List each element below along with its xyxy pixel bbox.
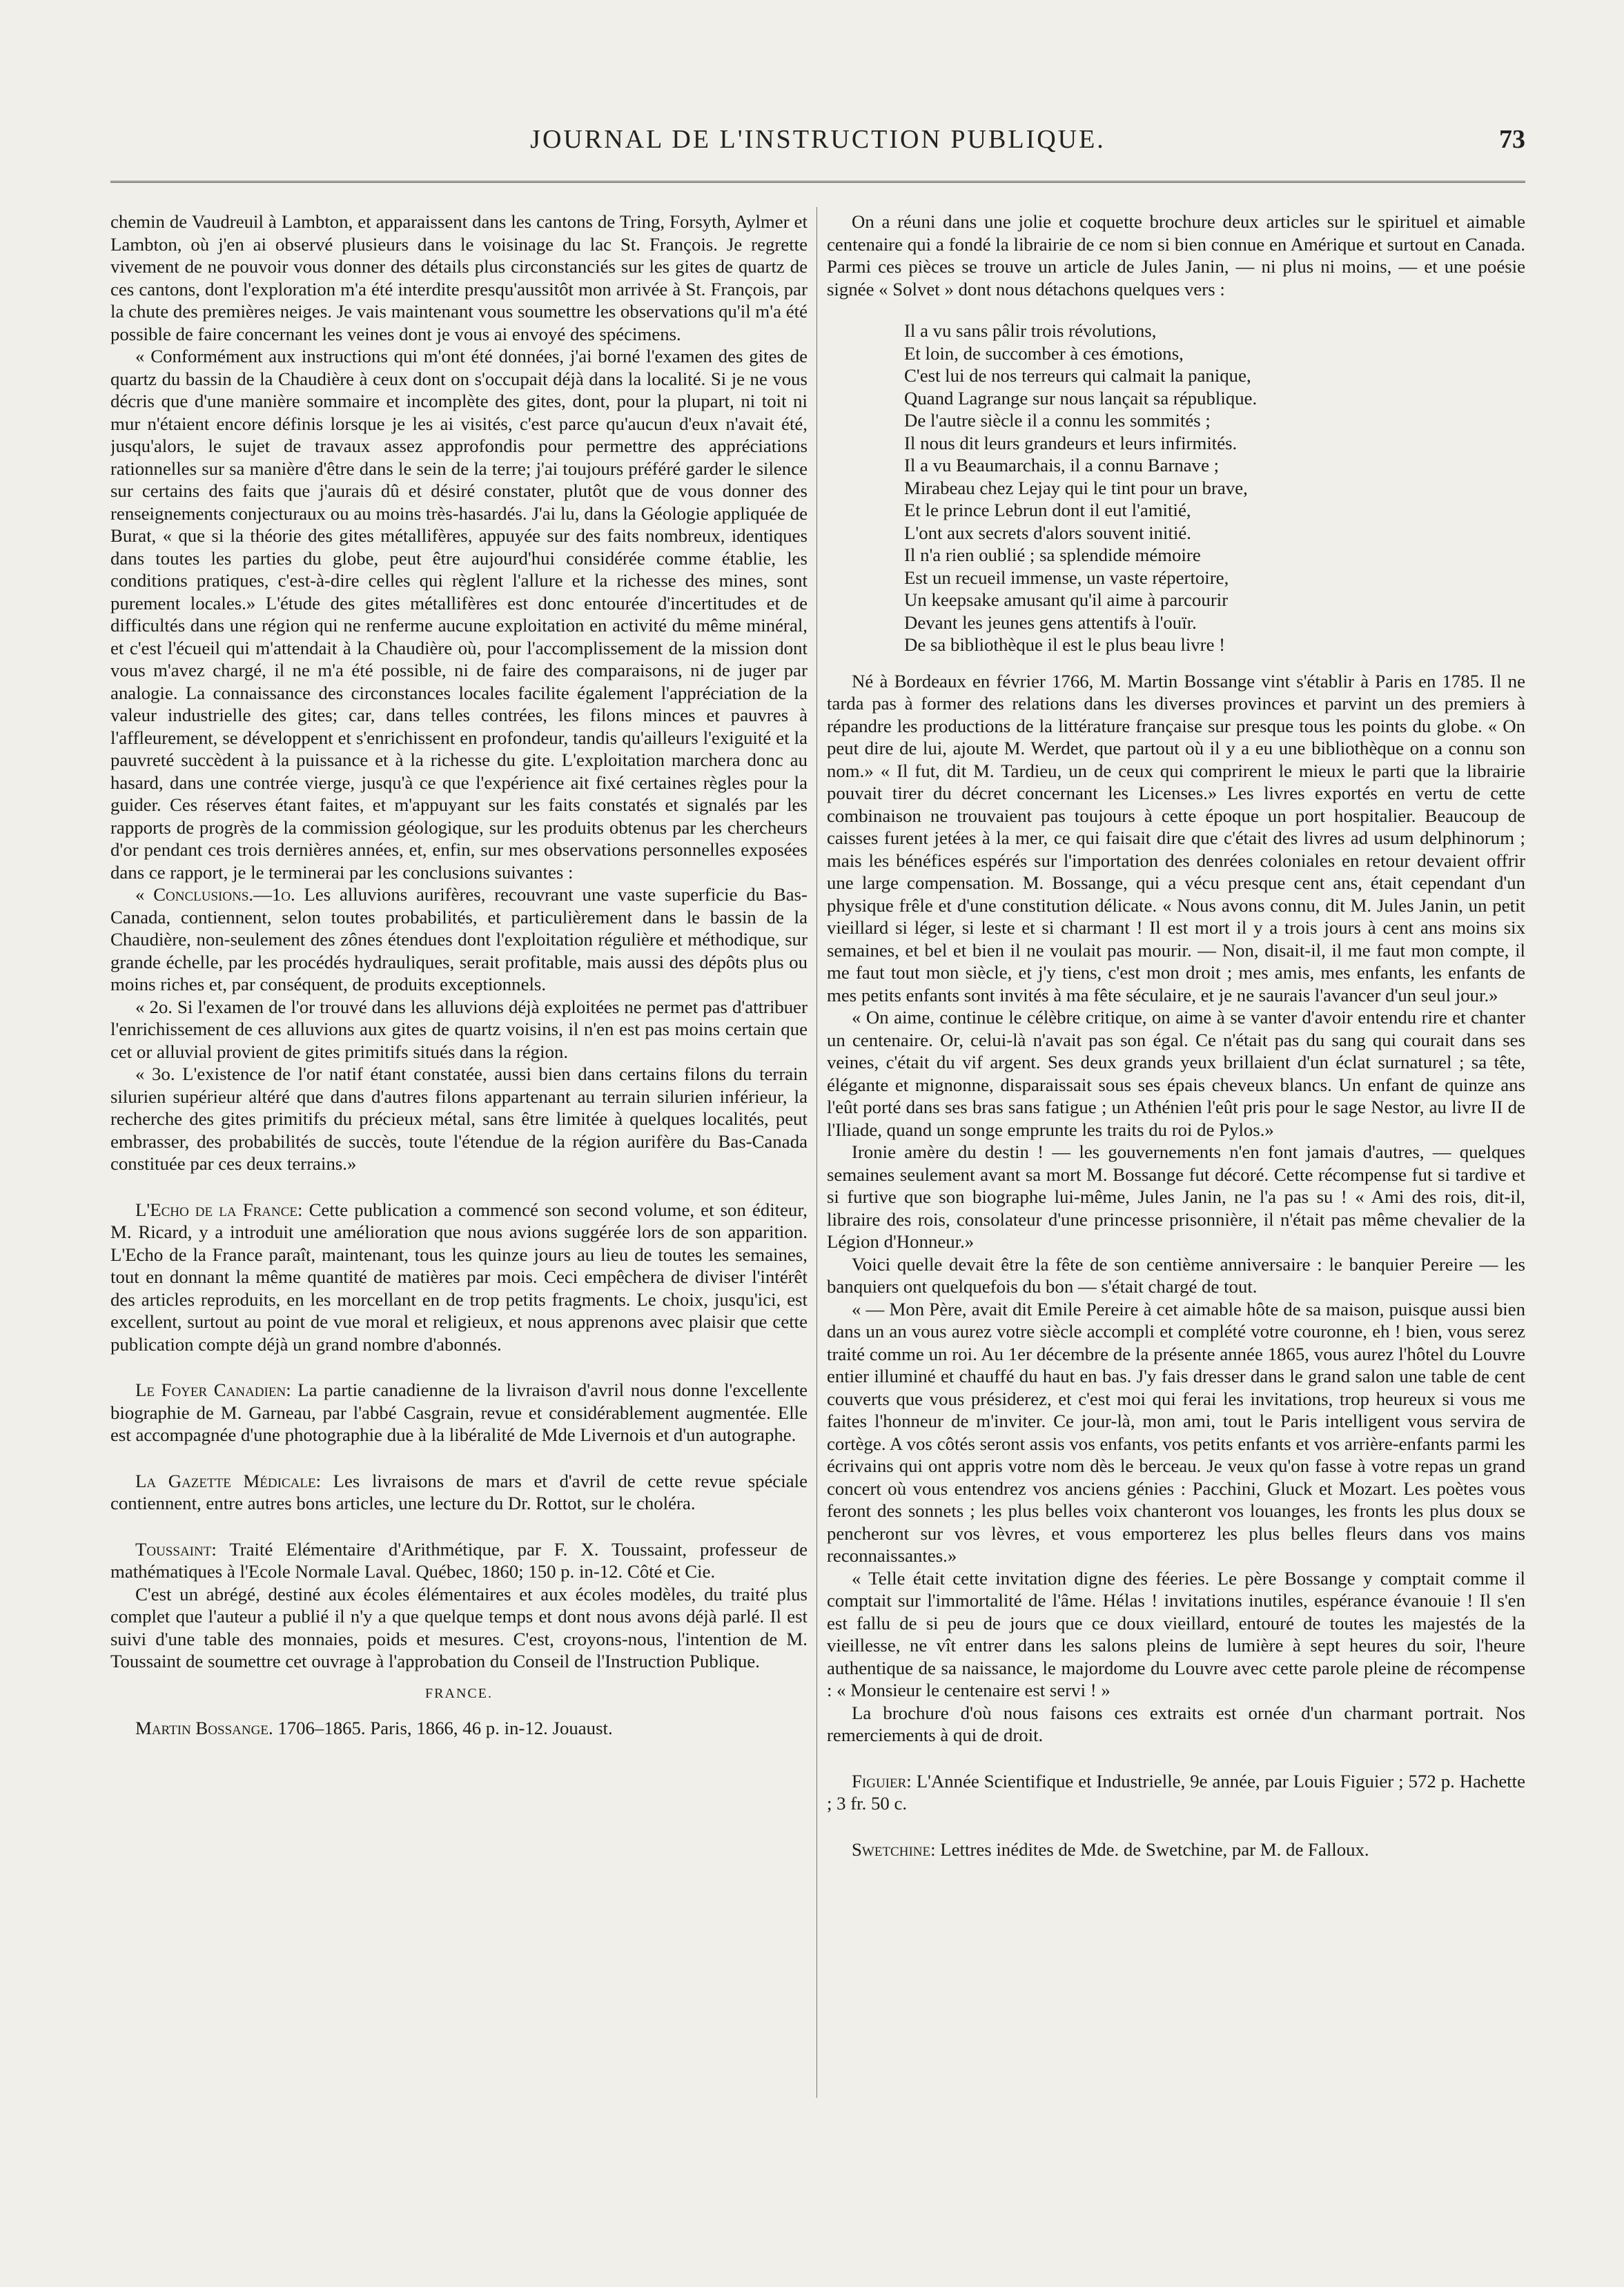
bossange-title: Martin Bossange (135, 1718, 268, 1738)
echo-title: L'Echo de la France (135, 1199, 297, 1220)
toussaint-title: Toussaint (135, 1538, 212, 1560)
conclusions-text: Les alluvions aurifères, recouvrant une vaste superficie du Bas-Canada, contiennent, selon toutes probabilités, et particulièrement dans le bassin de la Chaudière, non-seulement des zônes étendues dont l'exploitation régulière et méthodique, sur grande échelle, par les procédés hydrauliques, serait profitable, mais aussi des dépôts plus ou moins riches et, par conséquent, de produits exceptionnels. (110, 884, 808, 994)
foyer-review (110, 1379, 808, 1446)
toussaint-review: C'est un abrégé, destiné aux écoles élémentaires et aux écoles modèles, du traité plus complet que l'auteur a publié il n'y a que quelque temps et dont nous avons déjà parlé. Il est suivi d'une table des monnaies, poids et mesures. C'est, croyons-nous, l'intention de M. Toussaint de soumettre cet ouvrage à l'approbation du Conseil de l'Instruction Publique. (110, 1583, 808, 1671)
poem-line: Et loin, de succomber à ces émotions, (904, 342, 1184, 364)
france-heading: FRANCE. (425, 1685, 493, 1701)
poem-line: De sa bibliothèque il est le plus beau livre ! (904, 634, 1226, 655)
figuier-citation: : L'Année Scientifique et Industrielle, 9e année, par Louis Figuier ; 572 p. Hachette ; 3 fr. 50 c. (827, 1770, 1525, 1814)
left-column (110, 210, 808, 2121)
poem-line: Il nous dit leurs grandeurs et leurs infirmités. (904, 432, 1237, 453)
pereire-invitation: « — Mon Père, avait dit Emile Pereire à cet aimable hôte de sa maison, puisque aussi bien dans un an vous aurez votre siècle accompli et complété votre couronne, eh ! bien, vous serez traité comme un roi. Au 1er décembre de la présente année 1865, vous aurez l'hôtel du Louvre entier illuminé et chauffé du haut en bas. J'y fais dresser dans le grand salon une table de cent couverts que vous présiderez, et c'est moi qui ferai les invitations, trop heureux si vous me faites l'honneur de m'inviter. Ce jour-là, mon ami, tout le Paris intelligent vous servira de cortège. A vos côtés seront assis vos enfants, vos petits enfants et vos arrière-enfants parmi les écrivains qui ont appris votre nom dès le berceau. Je veux qu'on fasse à votre repas un grand concert où vous entendrez vos anciens génies : Pacchini, Gluck et Mozart. Les poètes vous feront des sonnets ; les plus belles voix chanteront vos louanges, les fronts les plus doux se pencheront sur vos lèvres, et vous emporterez les plus belles fleurs dans vos mains reconnaissantes.» (827, 1298, 1525, 1566)
poem-line: C'est lui de nos terreurs qui calmait la panique, (904, 365, 1251, 386)
bossange-citation: . 1706–1865. Paris, 1866, 46 p. in-12. Jouaust. (268, 1718, 613, 1738)
swetchine-title: Swetchine (852, 1838, 931, 1860)
foyer-text: : La partie canadienne de la livraison d'avril nous donne l'excellente biographie de M. Garneau, par l'abbé Casgrain, revue et considérablement augmentée. Elle est accompagnée d'une photographie due à la libéralité de Mde Livernois et d'un autographe. (110, 1380, 808, 1445)
poem-line: Quand Lagrange sur nous lançait sa république. (904, 387, 1258, 409)
voici-paragraph: Voici quelle devait être la fête de son centième anniversaire : le banquier Pereire — les banquiers ont quelquefois du bon — s'était chargé de tout. (827, 1253, 1525, 1297)
toussaint-citation: : Traité Elémentaire d'Arithmétique, par F. X. Toussaint, professeur de mathématiques à l'Ecole Normale Laval. Québec, 1860; 150 p. in-12. Côté et Cie. (110, 1538, 808, 1582)
header-rule (110, 181, 1525, 183)
gazette-text: : Les livraisons de mars et d'avril de cette revue spéciale contiennent, entre autres bons articles, une lecture du Dr. Rottot, sur le choléra. (110, 1470, 808, 1513)
page-number: 73 (1499, 125, 1525, 154)
brochure-intro: On a réuni dans une jolie et coquette brochure deux articles sur le spirituel et aimable centenaire qui a fondé la librairie de ce nom si bien connue en Amérique et surtout en Canada. Parmi ces pièces se trouve un article de Jules Janin, — ni plus ni moins, — et une poésie signée « Solvet » dont nous détachons quelques vers : (827, 211, 1525, 300)
poem-block (904, 320, 1525, 656)
poem-line: Il a vu sans pâlir trois révolutions, (904, 320, 1157, 341)
janin-quote: « On aime, continue le célèbre critique, on aime à se vanter d'avoir entendu rire et chanter un centenaire. Or, celui-là n'avait pas son égal. Ce n'était pas du sang qui courait dans ses veines, c'était du vif argent. Ses deux grands yeux brillaient d'un éclat surnaturel ; sa tête, élégante et mignonne, disparaissait sous ses épais cheveux blancs. Un enfant de quinze ans l'eût porté dans ses bras sans fatigue ; un Athénien l'eût pris pour le sage Nestor, au livre II de l'Iliade, quand un songe emprunte les traits du roi de Pylos.» (827, 1007, 1525, 1140)
continuation-paragraph: chemin de Vaudreuil à Lambton, et apparaissent dans les cantons de Tring, Forsyth, Aylmer et Lambton, où j'en ai observé plusieurs dans le voisinage du lac St. François. Je regrette vivement de ne pouvoir vous donner des détails plus circonstanciés sur les gites de quartz de ces cantons, dont l'exploration m'a été interdite presqu'aussitôt mon arrivée à St. François, par la chute des premières neiges. Je vais maintenant vous soumettre les observations qu'il m'a été possible de faire concernant les veines dont je vous ai envoyé des spécimens. (110, 211, 808, 344)
echo-text: : Cette publication a commencé son second volume, et son éditeur, M. Ricard, y a introduit une amélioration que nous avions suggérée lors de son apparition. L'Echo de la France paraît, maintenant, tous les quinze jours au lieu de toutes les semaines, tout en donnant la même quantité de matières par mois. Ceci empêchera de diviser l'intérêt des articles reproduits, en les morcellant en de trop petits fragments. Le choix, jusqu'ici, est excellent, surtout au point de vue moral et religieux, et nous apprenons avec plaisir que cette publication compte déjà un grand nombre d'abonnés. (110, 1199, 808, 1355)
conclusions-paragraph (110, 883, 808, 996)
poem-line: Mirabeau chez Lejay qui le tint pour un brave, (904, 477, 1248, 498)
poem-line: Devant les jeunes gens attentifs à l'ouïr. (904, 611, 1197, 633)
gazette-title: La Gazette Médicale (135, 1470, 316, 1491)
conformement-paragraph: « Conformément aux instructions qui m'ont été données, j'ai borné l'examen des gites de quartz du bassin de la Chaudière à ceux dont on s'occupait déjà dans la localité. Si je ne vous décris que d'une manière sommaire et incomplète des gites, dont, pour la plupart, ni toit ni mur n'étaient encore définis lorsque je les ai visités, c'est parce qu'aucun d'eux n'avait été, jusqu'alors, le sujet de travaux assez approfondis pour permettre des appréciations rationnelles sur sa manière d'être dans le sein de la terre; j'ai toujours préféré garder le silence sur certains des faits que j'aurais dû et désiré constater, plutôt que de vous donner des renseignements conjecturaux ou au moins très-hasardés. J'ai lu, dans la Géologie appliquée de Burat, « que si la théorie des gites métallifères, appuyée sur des faits nombreux, identiques dans toutes les parties du globe, peut être aujourd'hui considérée comme établie, les conditions pratiques, c'est-à-dire celles qui règlent l'allure et la richesse des mines, sont purement locales.» L'étude des gites métallifères est donc entourée d'incertitudes et de difficultés dans une région qui ne renferme aucune exploitation en activité du même minéral, et c'est l'écueil qui m'attendait à la Chaudière où, pour l'accomplissement de la mission dont vous m'avez chargé, il ne m'a été possible, ni de faire des comparaisons, ni de juger par analogie. La connaissance des circonstances locales facilite également l'appréciation de la valeur industrielle des gites; car, dans telles contrées, les filons minces et pauvres à l'affleurement, se développent et s'enrichissent en profondeur, tandis qu'ailleurs l'exiguité et la pauvreté succèdent à la puissance et à la richesse du gite. L'exploitation marchera donc au hasard, dans une contrée vierge, jusqu'à ce que l'expérience ait fixé certaines règles pour la guider. Ces réserves étant faites, et m'appuyant sur les faits constatés et signalés par les rapports de progrès de la commission géologique, sur les produits obtenus par les chercheurs d'or pendant ces trois dernières années, et, enfin, sur mes observations personnelles exposées dans ce rapport, je le terminerai par les conclusions suivantes : (110, 346, 808, 883)
poem-line: L'ont aux secrets d'alors souvent initié. (904, 522, 1191, 543)
conclusions-lead: « Conclusions.—1o. (135, 884, 295, 905)
poem-line: Est un recueil immense, un vaste répertoire, (904, 567, 1229, 588)
poem-line: Et le prince Lebrun dont il eut l'amitié, (904, 500, 1191, 520)
swetchine-entry (827, 1838, 1525, 1861)
figuier-entry (827, 1770, 1525, 1815)
echo-review (110, 1199, 808, 1356)
journal-title: JOURNAL DE L'INSTRUCTION PUBLIQUE. (530, 125, 1106, 154)
ironie-paragraph: Ironie amère du destin ! — les gouvernements n'en font jamais d'autres, — quelques semaines seulement avant sa mort M. Bossange fut décoré. Cette récompense fut si tardive et si furtive que son biographe lui-même, Jules Janin, ne l'a pas su ! « Ami des rois, dit-il, libraire des rois, consolateur d'une princesse prisonnière, il n'était pas même chevalier de la Légion d'Honneur.» (827, 1141, 1525, 1252)
gazette-review (110, 1470, 808, 1515)
right-column (827, 210, 1525, 2121)
column-separator (816, 207, 817, 2098)
second-conclusion: « 2o. Si l'examen de l'or trouvé dans les alluvions déjà exploitées ne permet pas d'attribuer l'enrichissement de ces alluvions aux gites de quartz voisins, il n'en est pas moins certain que cet or alluvial provient de gites primitifs situés dans la région. (110, 996, 808, 1062)
poem-line: Un keepsake amusant qu'il aime à parcourir (904, 589, 1229, 610)
toussaint-entry (110, 1538, 808, 1583)
page-header (110, 124, 1525, 166)
poem-line: Il n'a rien oublié ; sa splendide mémoire (904, 544, 1201, 565)
figuier-title: Figuier (852, 1770, 907, 1792)
poem-line: Il a vu Beaumarchais, il a connu Barnave ; (904, 455, 1220, 475)
bossange-biography: Né à Bordeaux en février 1766, M. Martin Bossange vint s'établir à Paris en 1785. Il ne tarda pas à former des relations dans les diverses provinces et parvint un des premiers à répandre les productions de la littérature française sur presque tous les points du globe. « On peut dire de lui, ajoute M. Werdet, que partout où il y a eu une bibliothèque on a connu son nom.» « Il fut, dit M. Tardieu, un de ceux qui comprirent le mieux le parti que la librairie pouvait tirer du décret concernant les Licenses.» Les livres exportés en vertu de cette combinaison ne trouvaient pas toujours à cette époque un port hospitalier. Beaucoup de caisses furent jetées à la mer, ce qui faisait dire que c'était des livres ad usum delphinorum ; mais les bénéfices espérés sur l'importation des denrées coloniales en retour devaient offrir une large compensation. M. Bossange, qui a vécu presque cent ans, était cependant d'un physique frêle et d'une constitution délicate. « Nous avons connu, dit M. Jules Janin, un petit vieillard si léger, si leste et si charmant ! Il est mort il y a trois jours à cent ans moins six semaines, et bel et bien il ne voulait pas mourir. — Non, disait-il, il me faut mon compte, il me faut tout mon siècle, et j'y tiens, c'est mon droit ; mes amis, mes enfants, les enfants de mes petits enfants sont invités à ma fête séculaire, et je ne saurais l'avancer d'un seul jour.» (827, 670, 1525, 1005)
third-conclusion: « 3o. L'existence de l'or natif étant constatée, aussi bien dans certains filons du terrain silurien supérieur altéré que dans d'autres filons appartenant au terrain silurien inférieur, la recherche des gites primitifs du précieux métal, sans être limitée à quelques localités, peut embrasser, des probabilités de succès, toute l'étendue de la région aurifère du Bas-Canada constituée par ces deux terrains.» (110, 1063, 808, 1174)
telle-paragraph: « Telle était cette invitation digne des féeries. Le père Bossange y comptait comme il comptait sur l'immortalité de l'âme. Hélas ! invitations inutiles, espérance évanouie ! Il s'en est fallu de si peu de jours que ce doux vieillard, entouré de toutes les majestés de la vieillesse, ne vît entrer dans les salons pleins de lumière à sept heures du soir, l'heure authentique de sa naissance, le majordome du Louvre avec cette parole pleine de récompense : « Monsieur le centenaire est servi ! » (827, 1567, 1525, 1700)
foyer-title: Le Foyer Canadien (135, 1380, 286, 1400)
swetchine-citation: : Lettres inédites de Mde. de Swetchine, par M. de Falloux. (930, 1838, 1369, 1860)
bossange-entry (110, 1717, 808, 1740)
poem-line: De l'autre siècle il a connu les sommités ; (904, 410, 1211, 431)
brochure-note: La brochure d'où nous faisons ces extraits est ornée d'un charmant portrait. Nos remerciements à qui de droit. (827, 1702, 1525, 1745)
